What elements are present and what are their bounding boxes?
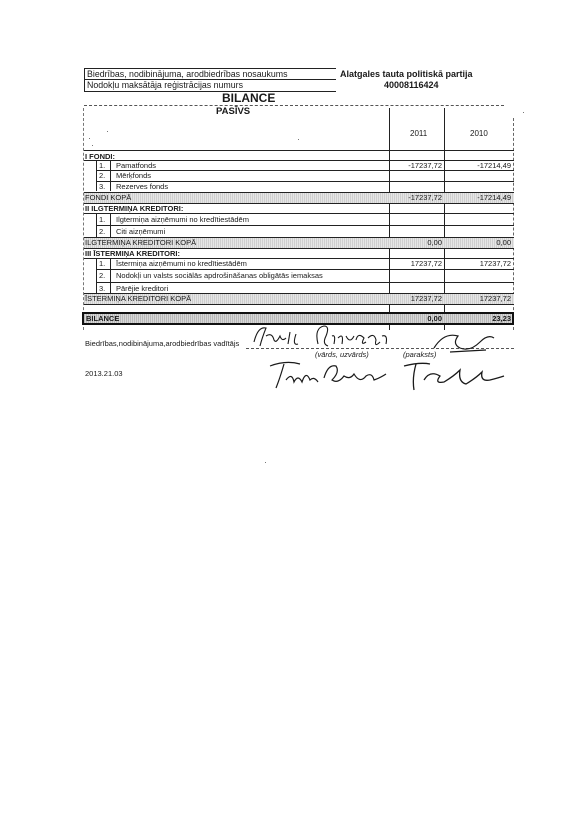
- title-underline: [84, 105, 504, 106]
- istermina-aiznemumi-2011: 17237,72: [410, 259, 442, 268]
- reg-number-label: Nodokļu maksātāja reģistrācijas numurs: [87, 80, 243, 90]
- page-title: BILANCE: [222, 91, 276, 105]
- page-subtitle: PASĪVS: [216, 106, 251, 117]
- ilgtermina-total-2010: 0,00: [496, 238, 511, 247]
- fondi-total-2011: -17237,72: [408, 193, 442, 202]
- bilance-2010: 23,23: [492, 314, 511, 323]
- row-number: 1.: [99, 259, 106, 268]
- bilance-label: BILANCE: [86, 314, 120, 323]
- scan-speck: [298, 139, 299, 140]
- istermina-total-label: ĪSTERMIŅA KREDITORI KOPĀ: [85, 294, 192, 303]
- handwritten-name: [248, 322, 398, 357]
- signature-mark: [430, 330, 500, 361]
- row-rule: [96, 225, 514, 226]
- ilgtermina-total-label: ILGTERMIŅA KREDITORI KOPĀ: [85, 238, 197, 247]
- num-column-right: [110, 160, 111, 191]
- section-fondi-heading: I FONDI:: [85, 152, 115, 161]
- column-header-2011: 2011: [410, 129, 428, 138]
- row-label-parejie-kreditori: Pārējie kreditori: [116, 284, 169, 293]
- row-number: 2.: [99, 271, 106, 280]
- row-label-merkfonds: Mērķfonds: [116, 171, 152, 180]
- row-rule: [96, 282, 514, 283]
- row-label-rezerves-fonds: Rezerves fonds: [116, 182, 169, 191]
- row-number: 2.: [99, 227, 106, 236]
- ilgtermina-total-2011: 0,00: [427, 238, 442, 247]
- row-label-ilgtermina-aiznemumi: Ilgtermiņa aizņēmumi no kredītiestādēm: [116, 215, 249, 224]
- row-number: 3.: [99, 182, 106, 191]
- header-bottom-rule: [84, 91, 336, 92]
- head-of-organisation-label: Biedrības,nodibinājuma,arodbiedrības vadītājs: [85, 339, 240, 348]
- signature-caption: (paraksts): [403, 350, 437, 359]
- handwritten-name-cursive: [266, 358, 396, 397]
- org-name-label: Biedrības, nodibinājuma, arodbiedrības nosaukums: [87, 69, 288, 79]
- fondi-total-2010: -17214,49: [477, 193, 511, 202]
- row-label-nodokli: Nodokļi un valsts sociālās apdrošināšanas obligātās iemaksas: [116, 271, 323, 280]
- document-date: 2013.21.03: [85, 369, 123, 378]
- scan-speck: [107, 131, 108, 132]
- row-number: 1.: [99, 215, 106, 224]
- section-istermina-heading: III ĪSTERMIŅA KREDITORI:: [85, 249, 181, 258]
- org-name-value: Alatgales tauta politiskā partija: [340, 69, 473, 79]
- scan-speck: [265, 462, 266, 463]
- num-column-left: [96, 160, 97, 191]
- pamatfonds-2011: -17237,72: [408, 161, 442, 170]
- row-number: 1.: [99, 161, 106, 170]
- row-rule: [96, 170, 514, 171]
- signature-mark-secondary: [400, 360, 510, 399]
- row-label-pamatfonds: Pamatfonds: [116, 161, 157, 170]
- row-rule: [84, 304, 514, 305]
- name-caption: (vārds, uzvārds): [315, 350, 369, 359]
- row-number: 2.: [99, 171, 106, 180]
- row-number: 3.: [99, 284, 106, 293]
- istermina-total-2010: 17237,72: [479, 294, 511, 303]
- bilance-2011: 0,00: [427, 314, 442, 323]
- column-header-2010: 2010: [470, 129, 488, 138]
- num-column-right: [110, 258, 111, 293]
- num-column-left: [96, 258, 97, 293]
- scan-speck: [89, 138, 90, 139]
- fondi-total-label: FONDI KOPĀ: [85, 193, 132, 202]
- header-row-rule: [84, 150, 514, 151]
- section-ilgtermina-heading: II ILGTERMIŅA KREDITORI:: [85, 204, 184, 213]
- pamatfonds-2010: -17214,49: [477, 161, 511, 170]
- row-rule: [84, 213, 514, 214]
- reg-number-value: 40008116424: [384, 80, 439, 90]
- scan-speck: [92, 145, 93, 146]
- row-label-istermina-aiznemumi: Īstermiņa aizņēmumi no kredītiestādēm: [116, 259, 247, 268]
- header-left-edge: [84, 68, 85, 91]
- scan-speck: [523, 112, 524, 113]
- istermina-total-2011: 17237,72: [410, 294, 442, 303]
- istermina-aiznemumi-2010: 17237,72: [479, 259, 511, 268]
- row-label-citi-aiznemumi: Citi aizņēmumi: [116, 227, 166, 236]
- row-rule: [96, 269, 514, 270]
